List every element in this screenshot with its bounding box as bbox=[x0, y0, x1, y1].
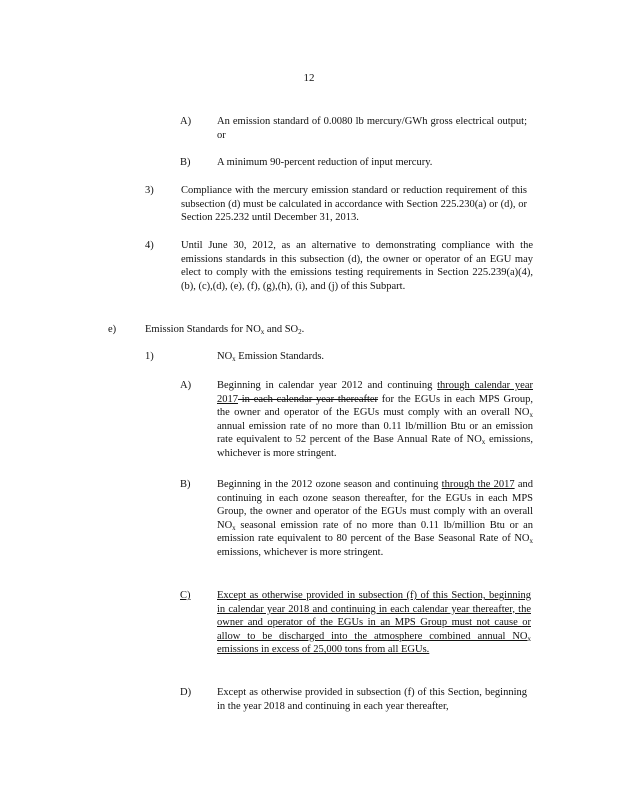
item-label-B: B) bbox=[180, 157, 191, 168]
nox-item-text-B: Beginning in the 2012 ozone season and continuing through the 2017 and continuing in each ozone season thereafter, for the EGUs in each MPS Group, the owner and operator of the EGUs must comply with an overall $NO_x$ seasonal emission rate of no more than 0.11 lb/million Btu or an emission rate equivalent to 80 percent of the Base Seasonal Rate of $NO_x$ emissions, whichever is more stringent. bbox=[217, 479, 533, 558]
section-label-e: e) bbox=[108, 324, 117, 335]
item-text-A: An emission standard of 0.0080 lb mercury/GWh gross electrical output; or bbox=[217, 116, 527, 141]
nox-item-label-D: D) bbox=[180, 687, 192, 698]
section-heading-e: Emission Standards for $NO_x$ and $SO_2$. bbox=[145, 324, 305, 336]
nox-item-label-C: C) bbox=[180, 590, 191, 601]
item-label-A: A) bbox=[180, 116, 192, 127]
nox-item-text-C: Except as otherwise provided in subsection (f) of this Section, beginning in calendar year 2018 and continuing in each calendar year thereafter, the owner and operator of the EGUs in an MPS Group must not cause or allow to be discharged into the atmosphere combined annual $NO_x$ emissions in excess of 25,000 tons from all EGUs. bbox=[217, 590, 531, 656]
item-text-3: Compliance with the mercury emission standard or reduction requirement of this subsection (d) must be calculated in accordance with Section 225.230(a) or (d), or Section 225.232 until December 31, 2013. bbox=[181, 185, 527, 224]
item-heading-1: $NO_x$ Emission Standards. bbox=[217, 351, 325, 363]
item-text-B: A minimum 90-percent reduction of input mercury. bbox=[217, 157, 433, 168]
item-label-3: 3) bbox=[145, 185, 154, 196]
nox-item-label-B: B) bbox=[180, 479, 191, 490]
item-text-4: Until June 30, 2012, as an alternative to demonstrating compliance with the emissions standards in this subsection (d), the owner or operator of an EGU may elect to comply with the emissions testing requirements in Section 225.239(a)(4), (b), (c),(d), (e), (f), (g),(h), (i), and (j) of this Subpart. bbox=[181, 240, 533, 292]
item-label-4: 4) bbox=[145, 240, 154, 251]
nox-item-label-A: A) bbox=[180, 380, 192, 391]
nox-item-text-D: Except as otherwise provided in subsection (f) of this Section, beginning in the year 2018 and continuing in each year thereafter, bbox=[217, 687, 527, 712]
nox-item-text-A: Beginning in calendar year 2012 and continuing through calendar year 2017 in each calendar year thereafter for the EGUs in each MPS Group, the owner and operator of the EGUs must comply with an overall $NO_x$ annual emission rate of no more than 0.11 lb/million Btu or an emission rate equivalent to 52 percent of the Base Annual Rate of $NO_x$ emissions, whichever is more stringent. bbox=[217, 380, 534, 459]
page-number: 12 bbox=[303, 72, 315, 84]
item-label-1: 1) bbox=[145, 351, 154, 362]
